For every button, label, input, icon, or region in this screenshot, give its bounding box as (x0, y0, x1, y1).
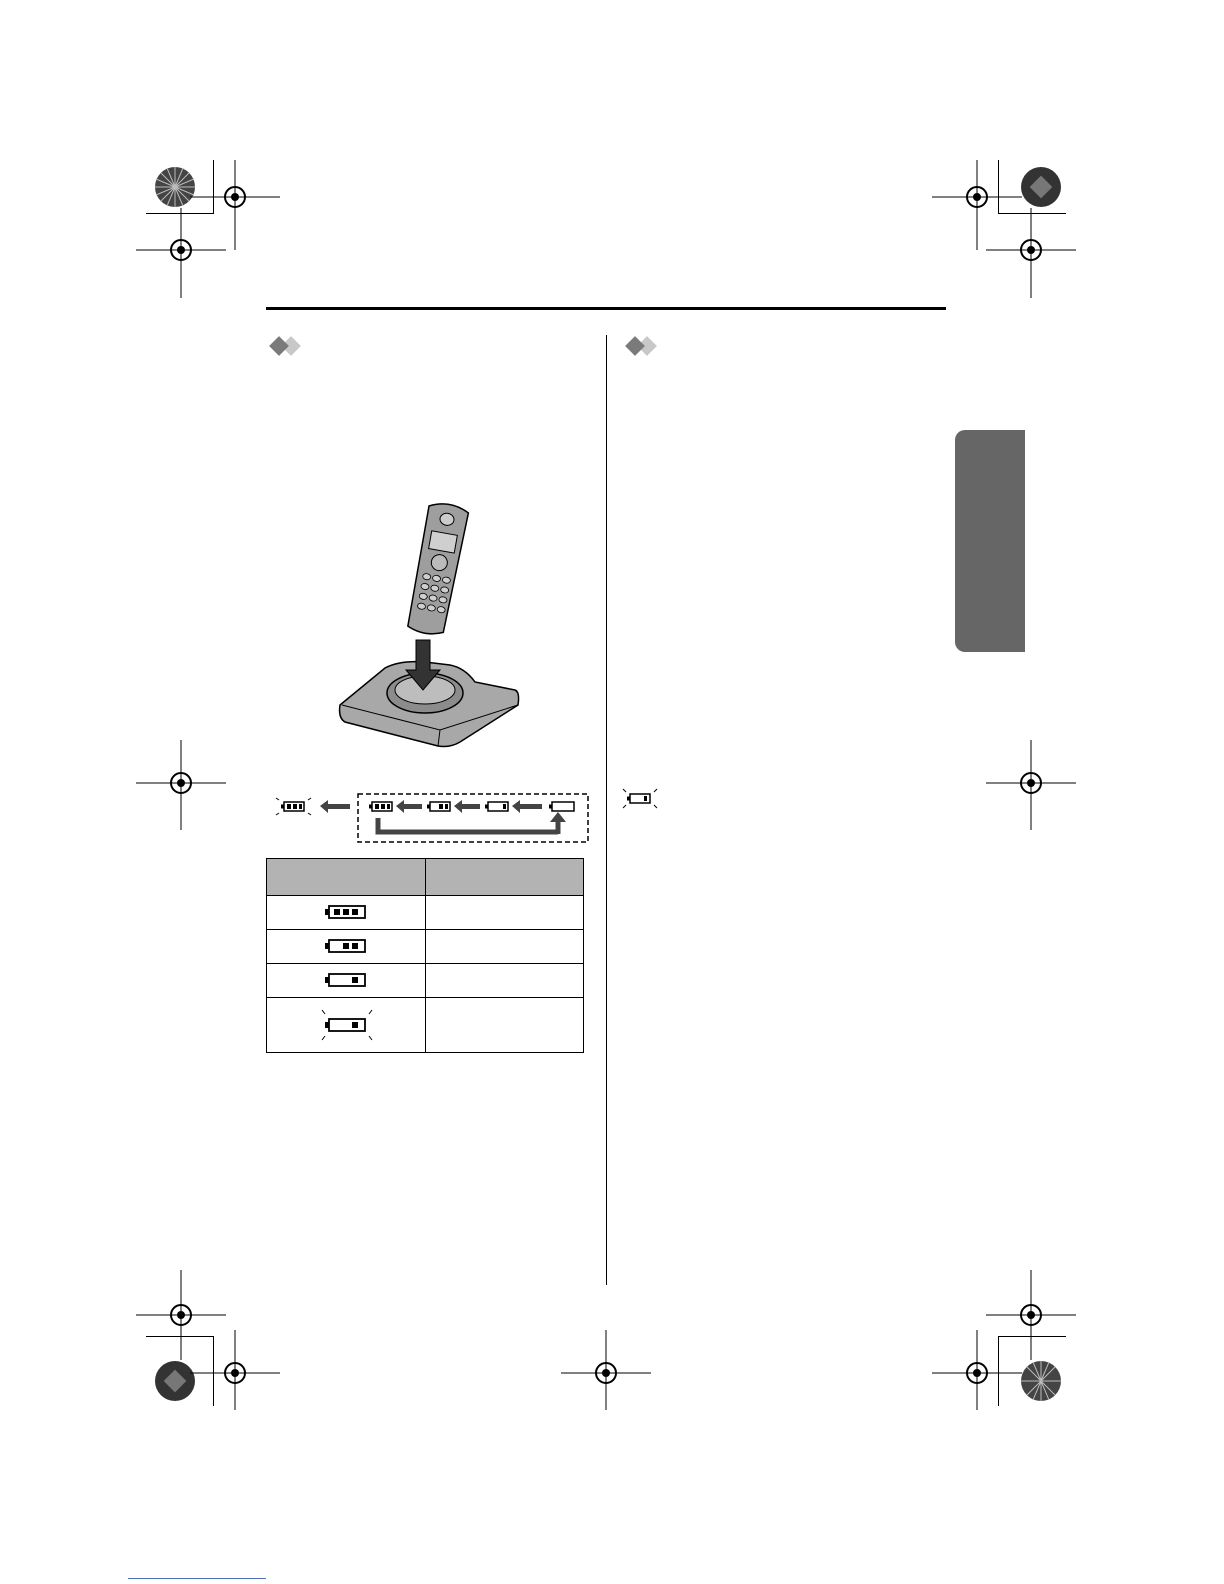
footer-link-underline (128, 1578, 266, 1579)
header-rule (266, 307, 946, 310)
battery-level-table (266, 858, 584, 1053)
crosshair-mark-icon (190, 1330, 280, 1420)
crosshair-mark-icon (136, 740, 226, 830)
section-heading-diamonds-icon (266, 335, 306, 359)
battery-medium-icon (427, 802, 450, 811)
crop-line (213, 160, 214, 214)
battery-low-icon (324, 972, 368, 988)
table-row (267, 930, 584, 964)
battery-level-label (426, 896, 584, 930)
charging-sequence-diagram (270, 790, 590, 850)
crosshair-mark-icon (932, 1330, 1022, 1420)
crop-line (213, 1336, 214, 1406)
section-side-tab (955, 430, 1025, 652)
loop-arrow-icon (378, 812, 566, 834)
crosshair-mark-icon (136, 208, 226, 298)
battery-full-flashing-icon (276, 798, 311, 815)
battery-medium-icon (324, 938, 368, 954)
table-header (267, 859, 426, 896)
battery-flashing-icon (620, 788, 660, 810)
table-header (426, 859, 584, 896)
crop-line (146, 1336, 214, 1337)
crop-line (998, 1336, 999, 1406)
crosshair-mark-icon (561, 1330, 651, 1420)
table-row (267, 998, 584, 1053)
battery-low-icon (485, 802, 508, 811)
crop-line (998, 1336, 1066, 1337)
battery-level-label (426, 998, 584, 1053)
battery-empty-icon (549, 802, 574, 811)
battery-level-label (426, 930, 584, 964)
table-row (267, 896, 584, 930)
section-heading-diamonds-icon (622, 335, 662, 359)
handset-charger-illustration (330, 500, 530, 750)
arrow-left-icon (320, 800, 350, 813)
battery-full-icon (324, 904, 368, 920)
crop-line (998, 160, 999, 214)
crosshair-mark-icon (986, 740, 1076, 830)
crosshair-mark-icon (986, 208, 1076, 298)
battery-level-label (426, 964, 584, 998)
table-row (267, 964, 584, 998)
crop-line (146, 213, 214, 214)
crop-line (998, 213, 1066, 214)
battery-full-icon (369, 802, 392, 811)
battery-flashing-icon (316, 1008, 376, 1042)
column-divider (606, 335, 607, 1285)
